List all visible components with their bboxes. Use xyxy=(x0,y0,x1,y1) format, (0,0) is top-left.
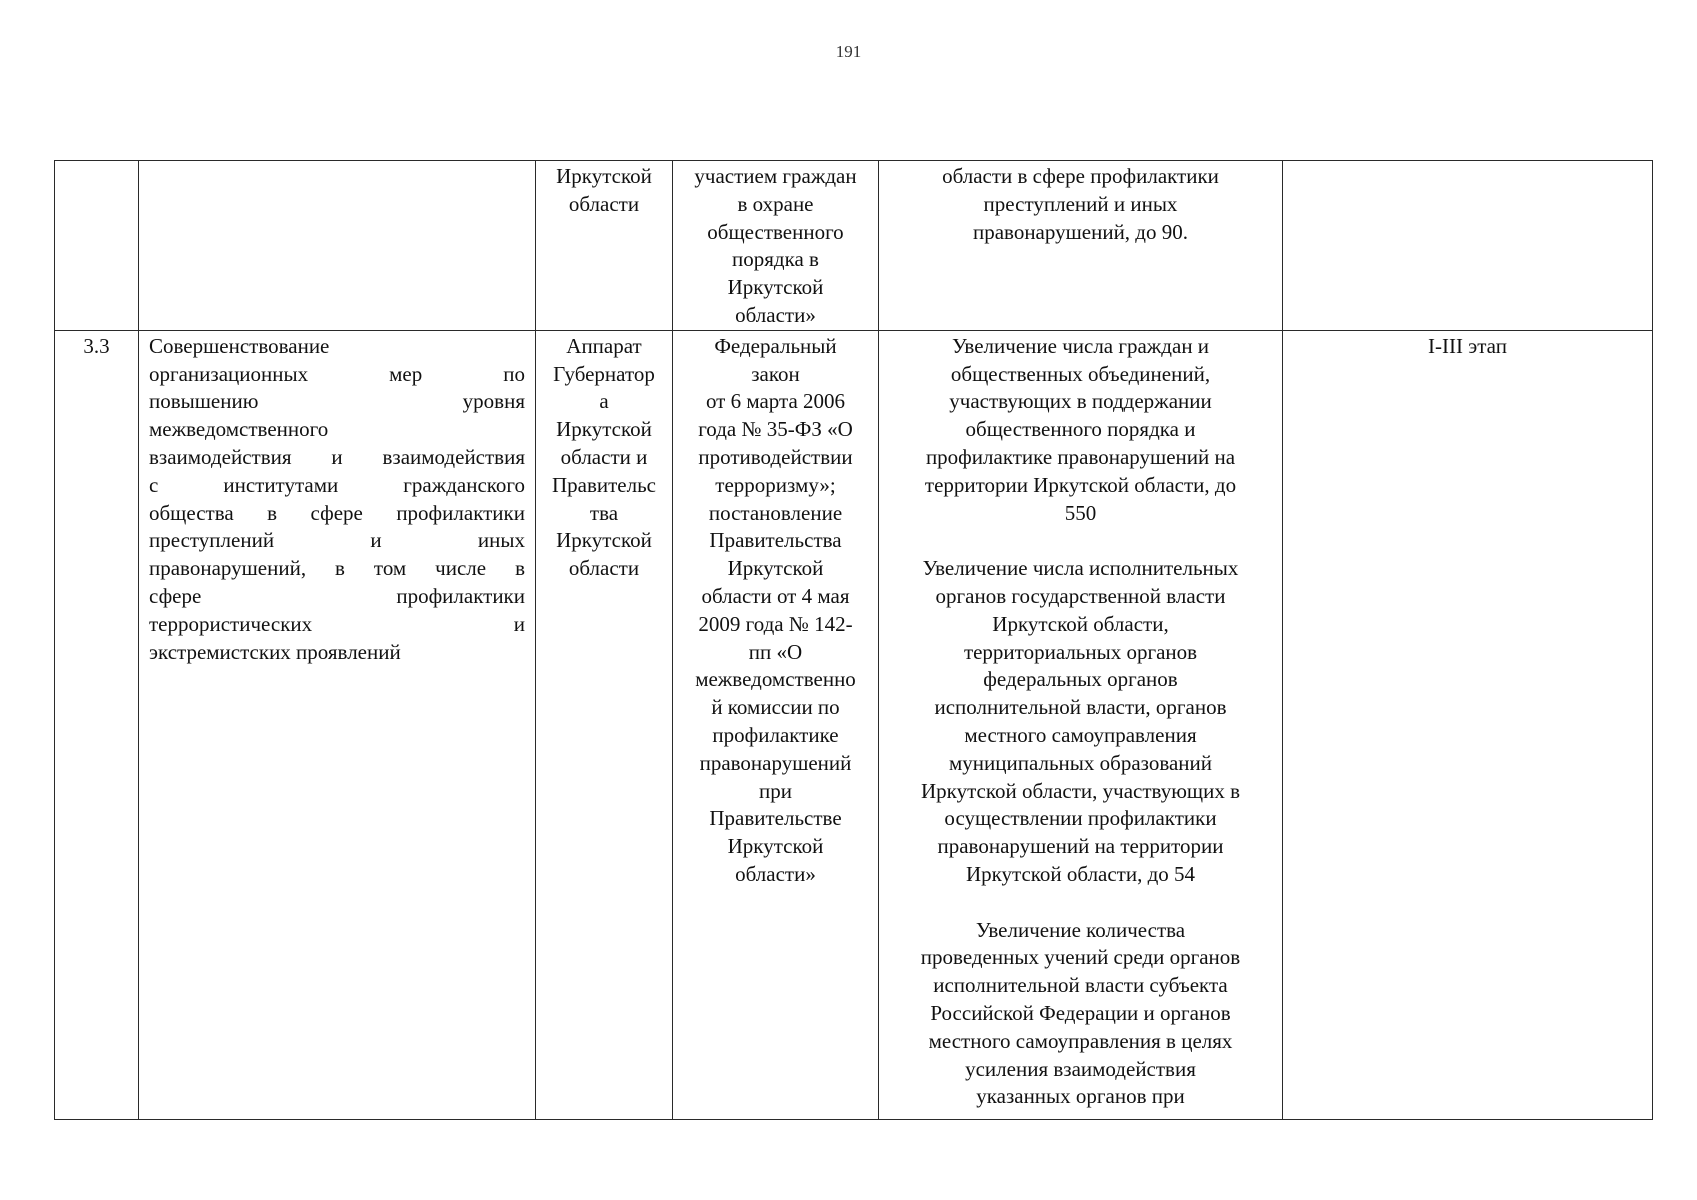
text-line: области» xyxy=(735,302,816,327)
cell-measure-name xyxy=(139,161,536,331)
text-line: осуществлении профилактики xyxy=(944,806,1217,831)
text-line: межведомственно xyxy=(695,667,856,692)
text-line: исполнительной власти субъекта xyxy=(933,973,1228,998)
cell-stage: I-III этап xyxy=(1283,330,1653,1119)
text-line: с институтами гражданского xyxy=(149,472,525,497)
text-line: Совершенствование xyxy=(149,333,330,358)
text-line: Иркутской xyxy=(556,164,652,188)
table-row-continuation xyxy=(55,161,1653,331)
text-line: Иркутской области, до 54 xyxy=(965,861,1196,886)
text-line: Увеличение числа граждан и xyxy=(951,333,1210,358)
text-line: Увеличение количества xyxy=(975,917,1186,942)
paragraph-gap xyxy=(885,527,1276,555)
cell-expected-result xyxy=(879,161,1283,331)
text-line: области xyxy=(568,556,640,581)
text-line: Правительства xyxy=(709,528,842,553)
text-line: сфере профилактики xyxy=(149,583,525,608)
text-line: Иркутской xyxy=(727,834,824,859)
text-line: организационных мер по xyxy=(149,361,525,386)
text-line: муниципальных образований xyxy=(949,750,1212,775)
cell-number: 3.3 xyxy=(55,330,139,1119)
text-line: Аппарат xyxy=(566,333,642,358)
text-line: тва xyxy=(589,500,619,525)
text-line: общественных объединений, xyxy=(950,361,1211,386)
text-line: преступлений и иных xyxy=(149,528,525,553)
cell-executor xyxy=(536,330,673,1119)
text-line: терроризму»; xyxy=(715,472,836,497)
text-line: области» xyxy=(735,861,816,886)
text-line: исполнительной власти, органов xyxy=(934,695,1227,720)
text-line: области и xyxy=(560,444,648,469)
text-line: проведенных учений среди органов xyxy=(920,945,1241,970)
text-line: профилактике xyxy=(712,722,839,747)
text-line: Иркутской xyxy=(727,556,824,581)
text-line: области xyxy=(568,191,640,216)
text-line: правонарушений, в том числе в xyxy=(149,556,525,581)
text-line: повышению уровня xyxy=(149,389,525,414)
text-line: пп «О xyxy=(748,639,803,664)
text-line: территориальных органов xyxy=(963,639,1198,664)
cell-legal-basis xyxy=(673,161,879,331)
text-line: постановление xyxy=(708,500,843,525)
cell-number xyxy=(55,161,139,331)
text-line: указанных органов при xyxy=(976,1084,1185,1109)
cell-expected-result xyxy=(879,330,1283,1119)
text-line: закон xyxy=(751,361,800,386)
text-line: правонарушений xyxy=(699,750,852,775)
text-line: Увеличение числа исполнительных xyxy=(922,556,1239,581)
text-line: террористических и xyxy=(149,611,525,636)
text-line: 2009 года № 142- xyxy=(698,611,853,636)
cell-executor xyxy=(536,161,673,331)
text-line: экстремистских проявлений xyxy=(149,639,401,664)
page-number: 191 xyxy=(835,42,862,61)
table-row-3-3 xyxy=(55,330,1653,1119)
text-line: от 6 марта 2006 xyxy=(705,389,846,414)
text-line: Российской Федерации и органов xyxy=(930,1000,1231,1025)
text-line: профилактике правонарушений на xyxy=(925,444,1236,469)
text-line: преступлений и иных xyxy=(983,191,1178,216)
text-line: в охране xyxy=(737,191,814,216)
text-line: Иркутской xyxy=(727,275,824,300)
text-line: правонарушений, до 90. xyxy=(972,219,1188,244)
text-line: усиления взаимодействия xyxy=(965,1056,1196,1081)
cell-measure-name xyxy=(139,330,536,1119)
text-line: территории Иркутской области, до xyxy=(924,472,1237,497)
text-line: Правительс xyxy=(551,472,656,497)
text-line: области в сфере профилактики xyxy=(942,164,1219,188)
text-line: Правительстве xyxy=(709,806,842,831)
text-line: противодействии xyxy=(698,444,853,469)
text-line: Федеральный xyxy=(714,333,837,358)
text-line: Иркутской области, участвующих в xyxy=(921,778,1240,803)
text-line: а xyxy=(599,389,609,414)
text-line: взаимодействия и взаимодействия xyxy=(149,444,525,469)
text-line: Губернатор xyxy=(553,361,655,386)
text-line: местного самоуправления xyxy=(964,722,1197,747)
text-line: й комиссии по xyxy=(711,695,840,720)
text-line: Иркутской xyxy=(556,417,652,442)
text-line: участвующих в поддержании xyxy=(949,389,1212,414)
text-line: Иркутской xyxy=(556,528,652,553)
text-line: участием граждан xyxy=(694,164,857,188)
paragraph-gap xyxy=(885,889,1276,917)
text-line: органов государственной власти xyxy=(935,583,1226,608)
text-line: года № 35-ФЗ «О xyxy=(698,417,853,442)
cell-stage xyxy=(1283,161,1653,331)
cell-legal-basis xyxy=(673,330,879,1119)
text-line: 550 xyxy=(1064,500,1097,525)
text-line: порядка в xyxy=(732,247,819,272)
measures-table xyxy=(54,160,1653,1120)
text-line: местного самоуправления в целях xyxy=(928,1028,1233,1053)
text-line: общественного xyxy=(707,219,844,244)
text-line: федеральных органов xyxy=(983,667,1178,692)
text-line: общественного порядка и xyxy=(965,417,1196,442)
text-line: области от 4 мая xyxy=(701,583,850,608)
text-line: межведомственного xyxy=(149,417,329,442)
text-line: правонарушений на территории xyxy=(937,834,1224,859)
text-line: Иркутской области, xyxy=(992,611,1169,636)
text-line: общества в сфере профилактики xyxy=(149,500,525,525)
text-line: при xyxy=(759,778,792,803)
